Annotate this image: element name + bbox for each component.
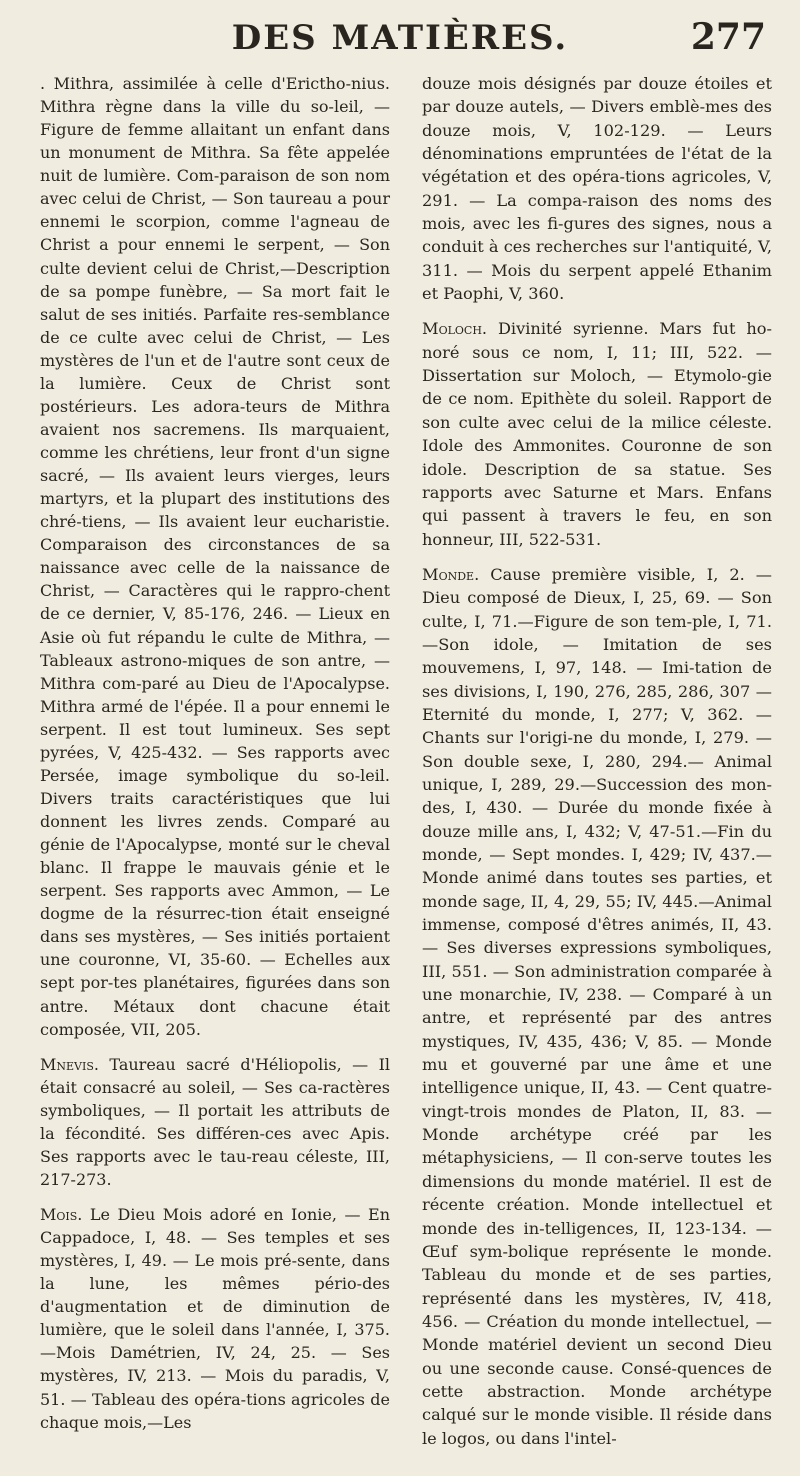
running-title: DES MATIÈRES. xyxy=(231,18,569,58)
entry-text: Taureau sacré d'Héliopolis, — Il était consacré au soleil, — Ses ca-ractères symboliques, — Il portait les attributs de la fécondité. Ses différen-ces avec Apis. Ses rapports avec le tau-reau céleste, III, 217-273. xyxy=(40,1054,390,1189)
entry-text: Cause première visible, I, 2. — Dieu composé de Dieux, I, 25, 69. — Son culte, I, 71.—Figure de son tem-ple, I, 71.—Son idole, — Imitation de ses mouvemens, I, 97, 148. — Imi-tation de ses divisions, I, 190, 276, 285, 286, 307 — Eternité du monde, I, 277; V, 362. — Chants sur l'origi-ne du monde, I, 279. — Son double sexe, I, 280, 294.— Animal unique, I, 289, 29.—Succession des mon-des, I, 430. — Durée du monde fixée à douze mille ans, I, 432; V, 47-51.—Fin du monde, — Sept mondes. I, 429; IV, 437.— Monde animé dans toutes ses parties, et monde sage, II, 4, 29, 55; IV, 445.—Animal immense, composé d'êtres animés, II, 43. — Ses diverses expressions symboliques, III, 551. — Son administration comparée à une monarchie, IV, 238. — Comparé à un antre, et représenté par des antres mystiques, IV, 435, 436; V, 85. — Monde mu et gouverné par une âme et une intelligence unique, II, 43. — Cent quatre-vingt-trois mondes de Platon, II, 83. — Monde archétype créé par les métaphysiciens, — Il con-serve toutes les dimensions du monde matériel. Il est de récente création. Monde intellectuel et monde des in-telligences, II, 123-134. — Œuf sym-bolique représente le monde. Tableau du monde et de ses parties, représenté dans les mystères, IV, 418, 456. — Création du monde intellectuel, — Monde matériel devient un second Dieu ou une seconde cause. Consé-quences de cette abstraction. Monde archétype calqué sur le monde visible. Il réside dans le logos, ou dans l'intel- xyxy=(422,564,772,1448)
entry-heading: Monde. xyxy=(422,564,480,584)
entry-text: . Mithra, assimilée à celle d'Erictho-nius. Mithra règne dans la ville du so-leil, — Figure de femme allaitant un enfant dans un monument de Mithra. Sa fête appelée nuit de lumière. Com-paraison de son nom avec celui de Christ, — Son taureau a pour ennemi le scorpion, comme l'agneau de Christ a pour ennemi le serpent, — Son culte devient celui de Christ,—Description de sa pompe funèbre, — Sa mort fait le salut de ses initiés. Parfaite res-semblance de ce culte avec celui de Christ, — Les mystères de l'un et de l'autre sont ceux de la lumière. Ceux de Christ sont postérieurs. Les adora-teurs de Mithra avaient nos sacremens. Ils marquaient, comme les chrétiens, leur front d'un signe sacré, — Ils avaient leurs vierges, leurs martyrs, et la plupart des institutions des chré-tiens, — Ils avaient leur eucharistie. Comparaison des circonstances de sa naissance avec celle de la naissance de Christ, — Caractères qui le rappro-chent de ce dernier, V, 85-176, 246. — Lieux en Asie où fut répandu le culte de Mithra, — Tableaux astrono-miques de son antre, — Mithra com-paré au Dieu de l'Apocalypse. Mithra armé de l'épée. Il a pour ennemi le serpent. Il est tout lumineux. Ses sept pyrées, V, 425-432. — Ses rapports avec Persée, image symbolique du so-leil. Divers traits caractéristiques que lui donnent les livres zends. Comparé au génie de l'Apocalypse, monté sur le cheval blanc. Il frappe le mauvais génie et le serpent. Ses rapports avec Ammon, — Le dogme de la résurrec-tion était enseigné dans ses mystères, — Ses initiés portaient une couronne, VI, 35-60. — Echelles aux sept por-tes planétaires, figurées dans son antre. Métaux dont chacune était composée, VII, 205. xyxy=(40,74,390,1039)
entry-heading: Mnevis. xyxy=(40,1054,99,1074)
index-entry xyxy=(422,317,772,550)
index-entry xyxy=(40,1053,390,1191)
entry-text: Divinité syrienne. Mars fut ho-noré sous ce nom, I, 11; III, 522. — Dissertation sur Moloch, — Etymolo-gie de ce nom. Epithète du soleil. Rapport de son culte avec celui de la milice céleste. Idole des Ammonites. Couronne de son idole. Description de sa statue. Ses rapports avec Saturne et Mars. Enfans qui passent à travers le feu, en son honneur, III, 522-531. xyxy=(422,319,772,549)
left-column xyxy=(40,72,390,1434)
right-column xyxy=(422,72,772,1450)
entry-text: Le Dieu Mois adoré en Ionie, — En Cappadoce, I, 48. — Ses temples et ses mystères, I, 49. — Le mois pré-sente, dans la lune, les mêmes pério-des d'augmentation et de diminution de lumière, que le soleil dans l'année, I, 375.—Mois Damétrien, IV, 24, 25. — Ses mystères, IV, 213. — Mois du paradis, V, 51. — Tableau des opéra-tions agricoles de chaque mois,—Les xyxy=(40,1205,390,1432)
index-entry xyxy=(40,1203,390,1434)
entry-heading: Mois. xyxy=(40,1205,83,1224)
page-header xyxy=(0,8,800,68)
index-entry xyxy=(40,72,390,1041)
index-entry xyxy=(422,563,772,1450)
entry-text: douze mois désignés par douze étoiles et par douze autels, — Divers emblè-mes des douze mois, V, 102-129. — Leurs dénominations empruntées de l'état de la végétation et des opéra-tions agricoles, V, 291. — La compa-raison des noms des mois, avec les fi-gures des signes, nous a conduit à ces recherches sur l'antiquité, V, 311. — Mois du serpent appelé Ethanim et Paophi, V, 360. xyxy=(422,74,772,304)
entry-heading: Moloch. xyxy=(422,319,488,339)
page-number: 277 xyxy=(690,16,766,58)
index-entry xyxy=(422,72,772,305)
